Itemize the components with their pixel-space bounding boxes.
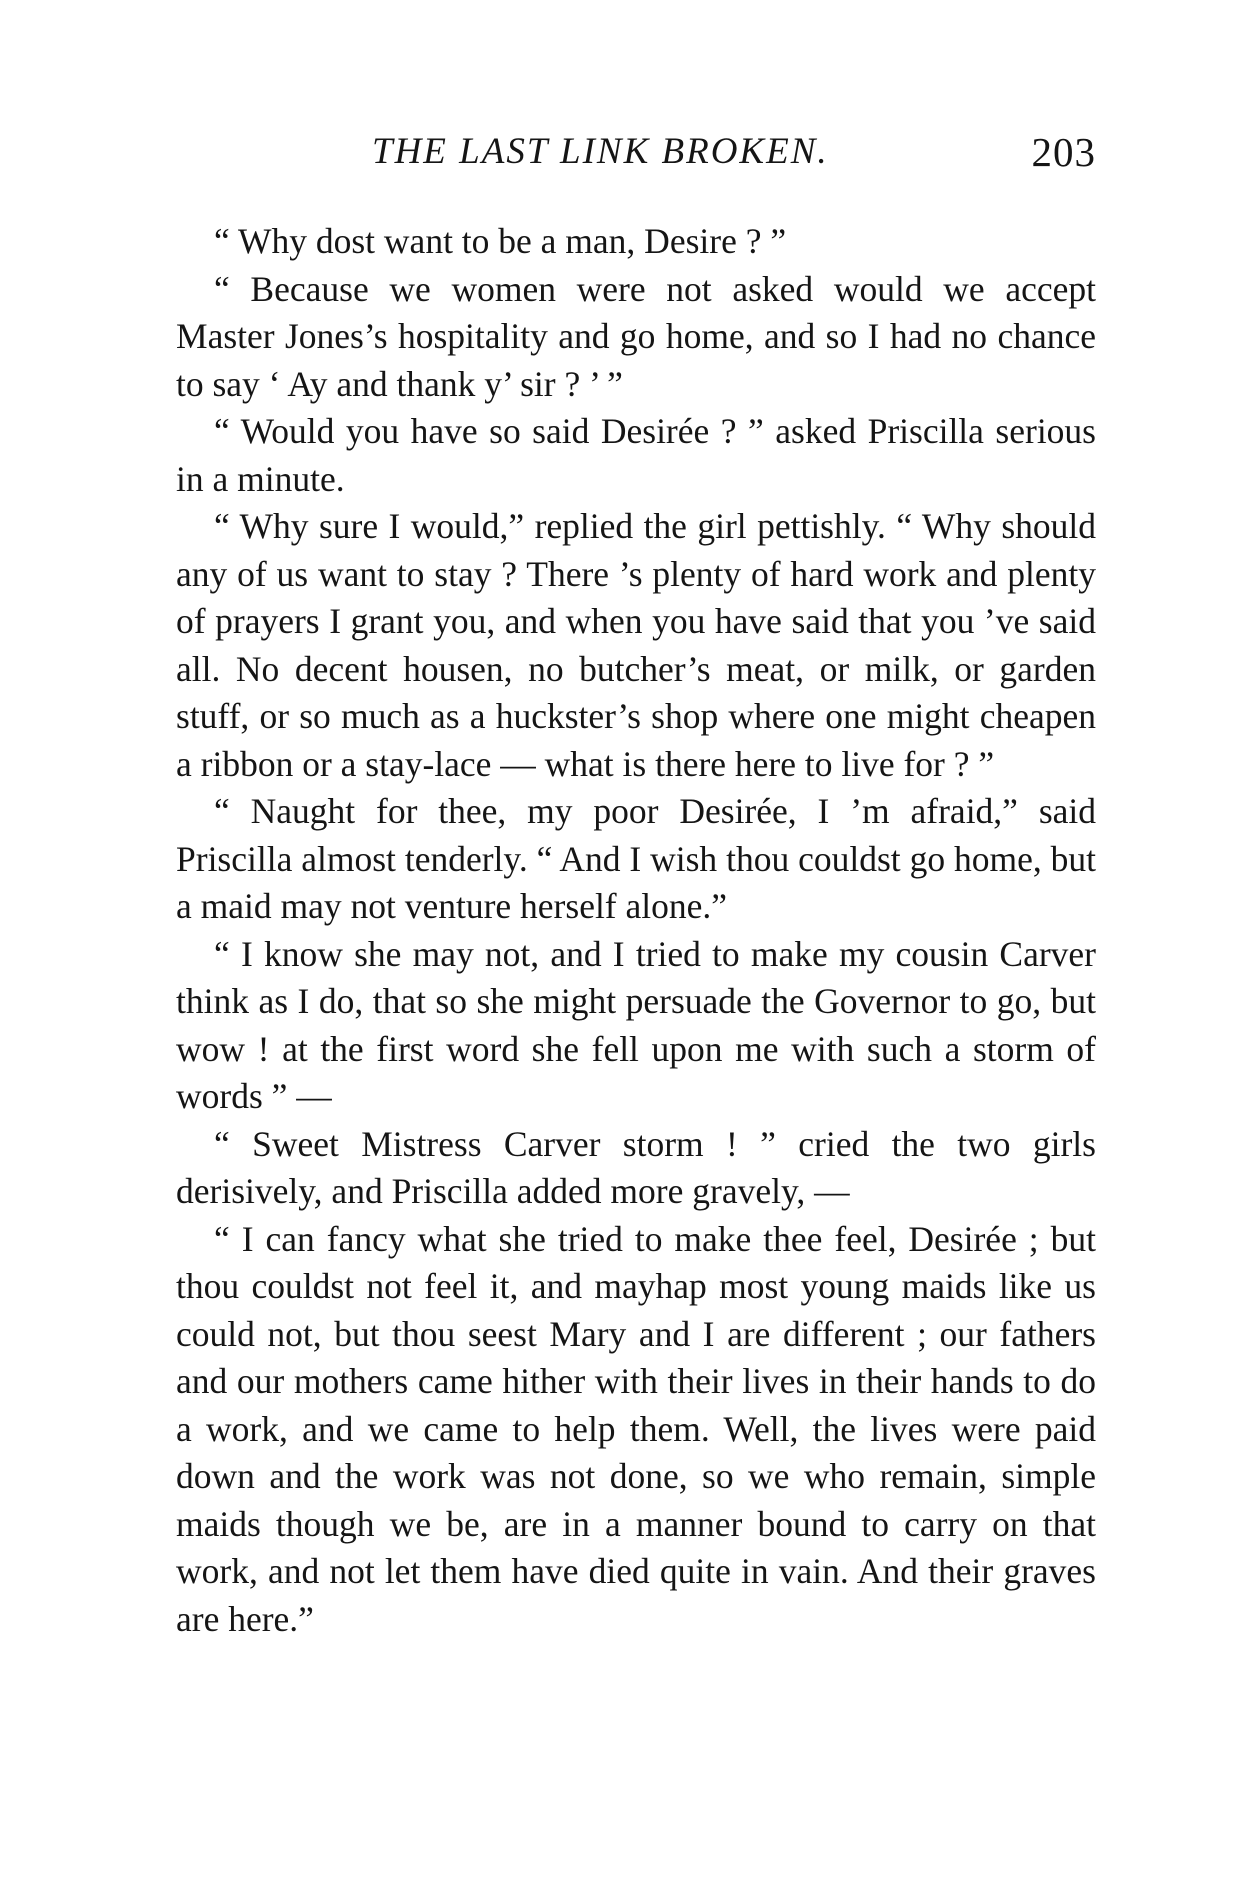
page-number: 203 <box>1031 129 1096 175</box>
running-header <box>176 130 1096 190</box>
body-text <box>176 218 1096 1643</box>
paragraph-4: “ Why sure I would,” replied the girl pettishly. “ Why should any of us want to stay ? There ’s plenty of hard work and plenty of prayers I grant you, and when you have said that you ’ve said all. No decent housen, no butcher’s meat, or milk, or garden stuff, or so much as a huckster’s shop where one might cheapen a ribbon or a stay-lace — what is there here to live for ? ” <box>176 506 1096 784</box>
paragraph-6: “ I know she may not, and I tried to make my cousin Carver think as I do, that so she might persuade the Governor to go, but wow ! at the first word she fell upon me with such a storm of words ” — <box>176 933 1096 1116</box>
paragraph-3: “ Would you have so said Desirée ? ” asked Priscilla serious in a minute. <box>176 411 1096 499</box>
running-title: THE LAST LINK BROKEN. <box>372 131 829 172</box>
paragraph-7: “ Sweet Mistress Carver storm ! ” cried the two girls derisively, and Priscilla added more gravely, — <box>176 1123 1096 1211</box>
paragraph-1: “ Why dost want to be a man, Desire ? ” <box>214 221 787 261</box>
paragraph-5: “ Naught for thee, my poor Desirée, I ’m afraid,” said Priscilla almost tenderly. “ And I wish thou couldst go home, but a maid may not venture herself alone.” <box>176 791 1096 926</box>
paragraph-8: “ I can fancy what she tried to make thee feel, Desirée ; but thou couldst not feel it, and mayhap most young maids like us could not, but thou seest Mary and I are different ; our fathers and our mothers came hither with their lives in their hands to do a work, and we came to help them. Well, the lives were paid down and the work was not done, so we who remain, simple maids though we be, are in a manner bound to carry on that work, and not let them have died quite in vain. And their graves are here.” <box>176 1218 1096 1639</box>
paragraph-2: “ Because we women were not asked would we accept Master Jones’s hospitality and go home, and so I had no chance to say ‘ Ay and thank y’ sir ? ’ ” <box>176 268 1096 404</box>
